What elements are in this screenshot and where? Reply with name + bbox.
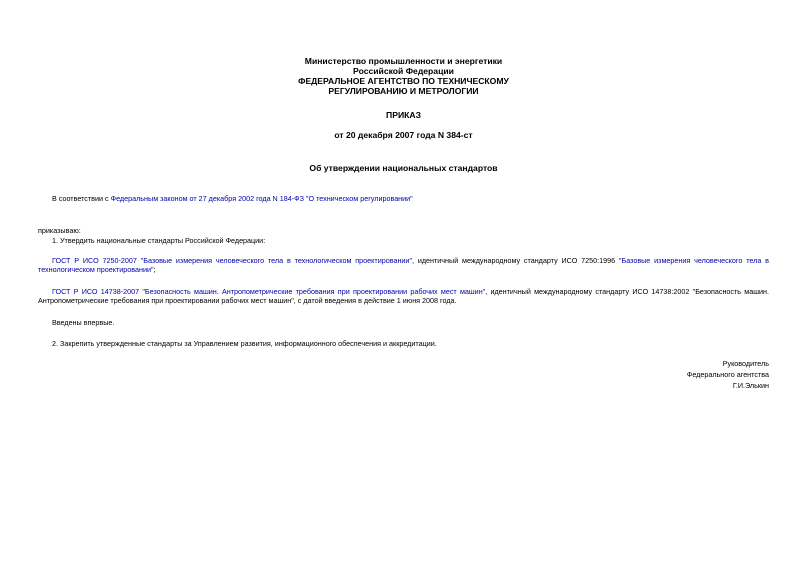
preamble-paragraph	[38, 194, 769, 203]
issuing-authority	[0, 56, 807, 96]
item-2: 2. Закрепить утвержденные стандарты за Управлением развития, информационного обеспечения и аккредитации.	[52, 339, 437, 348]
standard-2-paragraph	[38, 287, 769, 305]
signature-agency: Федерального агентства	[686, 370, 769, 379]
standard-2-text: , идентичный международному стандарту ИСО 14738:2002 "Безопасность машин. Антропометрические требования при проектировании рабочих мест машин", с датой введения в действие 1 июня 2008 года.	[38, 287, 769, 305]
authority-line-4: РЕГУЛИРОВАНИЮ И МЕТРОЛОГИИ	[328, 86, 479, 96]
standard-1-text-a: , идентичный международному стандарту ИСО 7250:1996	[412, 256, 619, 265]
introduced-note: Введены впервые.	[52, 318, 115, 327]
document-title: Об утверждении национальных стандартов	[309, 163, 498, 173]
preamble-text: В соответствии с	[52, 194, 111, 203]
federal-law-link[interactable]: Федеральным законом от 27 декабря 2002 года N 184-ФЗ "О техническом регулировании"	[110, 194, 413, 203]
authority-line-1: Министерство промышленности и энергетики	[304, 56, 503, 66]
order-word: приказываю:	[38, 226, 81, 235]
standard-1-link-2[interactable]: "Базовые измерения человеческого тела в технологическом проектировании"	[38, 256, 770, 274]
standard-1-paragraph	[38, 256, 769, 274]
authority-line-3: ФЕДЕРАЛЬНОЕ АГЕНТСТВО ПО ТЕХНИЧЕСКОМУ	[298, 76, 509, 86]
signature-name: Г.И.Элькин	[732, 381, 769, 390]
signature-position: Руководитель	[722, 359, 769, 368]
standard-1-text-b: ;	[153, 265, 156, 274]
document-type: ПРИКАЗ	[386, 110, 421, 120]
item-1: 1. Утвердить национальные стандарты Российской Федерации:	[52, 236, 266, 245]
document-date: от 20 декабря 2007 года N 384-ст	[334, 130, 473, 140]
standard-2-link[interactable]: ГОСТ Р ИСО 14738-2007 "Безопасность машин. Антропометрические требования при проектировании рабочих мест машин"	[52, 287, 486, 296]
signature-block	[687, 358, 769, 391]
standard-1-link[interactable]: ГОСТ Р ИСО 7250-2007 "Базовые измерения человеческого тела в технологическом проектировании"	[52, 256, 412, 265]
authority-line-2: Российской Федерации	[353, 66, 454, 76]
